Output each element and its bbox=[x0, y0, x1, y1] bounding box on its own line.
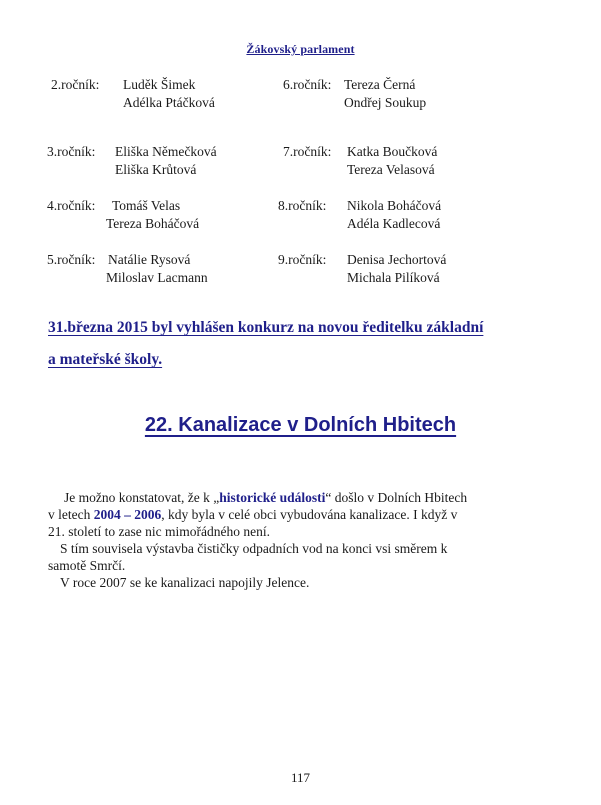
class-5-student-1: Natálie Rysová bbox=[108, 252, 191, 267]
class-4-student-2: Tereza Boháčová bbox=[106, 216, 200, 231]
class-3-student-1: Eliška Němečková bbox=[115, 144, 217, 159]
paragraph-line-1 bbox=[64, 489, 467, 506]
paragraph-line-4: S tím souvisela výstavba čističky odpadních vod na konci vsi směrem k bbox=[60, 541, 448, 556]
section-heading-text: 22. Kanalizace v Dolních Hbitech bbox=[144, 414, 457, 436]
paragraph-line-2 bbox=[48, 506, 457, 523]
paragraph-line-3: 21. století to zase nic mimořádného není. bbox=[48, 524, 270, 539]
announcement-line-1: 31.března 2015 byl vyhlášen konkurz na novou ředitelku základní bbox=[48, 319, 484, 336]
class-2-student-2: Adélka Ptáčková bbox=[123, 95, 215, 110]
class-8-student-2: Adéla Kadlecová bbox=[347, 216, 441, 231]
class-label-3: 3.ročník: bbox=[47, 144, 96, 159]
class-label-6: 6.ročník: bbox=[283, 77, 332, 92]
paragraph-text: Je možno konstatovat, že k „ bbox=[64, 490, 220, 505]
class-label-9: 9.ročník: bbox=[278, 252, 327, 267]
class-7-student-2: Tereza Velasová bbox=[347, 162, 435, 177]
class-label-2: 2.ročník: bbox=[51, 77, 100, 92]
class-label-5: 5.ročník: bbox=[47, 252, 96, 267]
class-label-4: 4.ročník: bbox=[47, 198, 96, 213]
class-2-student-1: Luděk Šimek bbox=[123, 77, 196, 92]
class-3-student-2: Eliška Krůtová bbox=[115, 162, 197, 177]
paragraph-text: , kdy byla v celé obci vybudována kanalizace. I když v bbox=[161, 507, 458, 522]
class-6-student-2: Ondřej Soukup bbox=[344, 95, 427, 110]
class-label-7: 7.ročník: bbox=[283, 144, 332, 159]
section-title-zakovsky-parlament: Žákovský parlament bbox=[246, 42, 355, 56]
class-9-student-1: Denisa Jechortová bbox=[347, 252, 447, 267]
class-label-8: 8.ročník: bbox=[278, 198, 327, 213]
highlight-historicke-udalosti: historické události bbox=[219, 490, 326, 505]
paragraph-line-5: samotě Smrčí. bbox=[48, 558, 126, 573]
paragraph-line-6: V roce 2007 se ke kanalizaci napojily Jelence. bbox=[60, 575, 310, 590]
section-heading bbox=[0, 414, 601, 437]
class-8-student-1: Nikola Boháčová bbox=[347, 198, 442, 213]
class-7-student-1: Katka Boučková bbox=[347, 144, 438, 159]
class-5-student-2: Miloslav Lacmann bbox=[106, 270, 208, 285]
announcement-line-2: a mateřské školy. bbox=[48, 351, 163, 368]
class-4-student-1: Tomáš Velas bbox=[112, 198, 181, 213]
paragraph-text: v letech bbox=[48, 507, 94, 522]
class-6-student-1: Tereza Černá bbox=[344, 77, 416, 92]
highlight-years: 2004 – 2006 bbox=[93, 507, 162, 522]
class-9-student-2: Michala Pilíková bbox=[347, 270, 440, 285]
paragraph-text: “ došlo v Dolních Hbitech bbox=[325, 490, 468, 505]
page-number: 117 bbox=[290, 770, 311, 785]
